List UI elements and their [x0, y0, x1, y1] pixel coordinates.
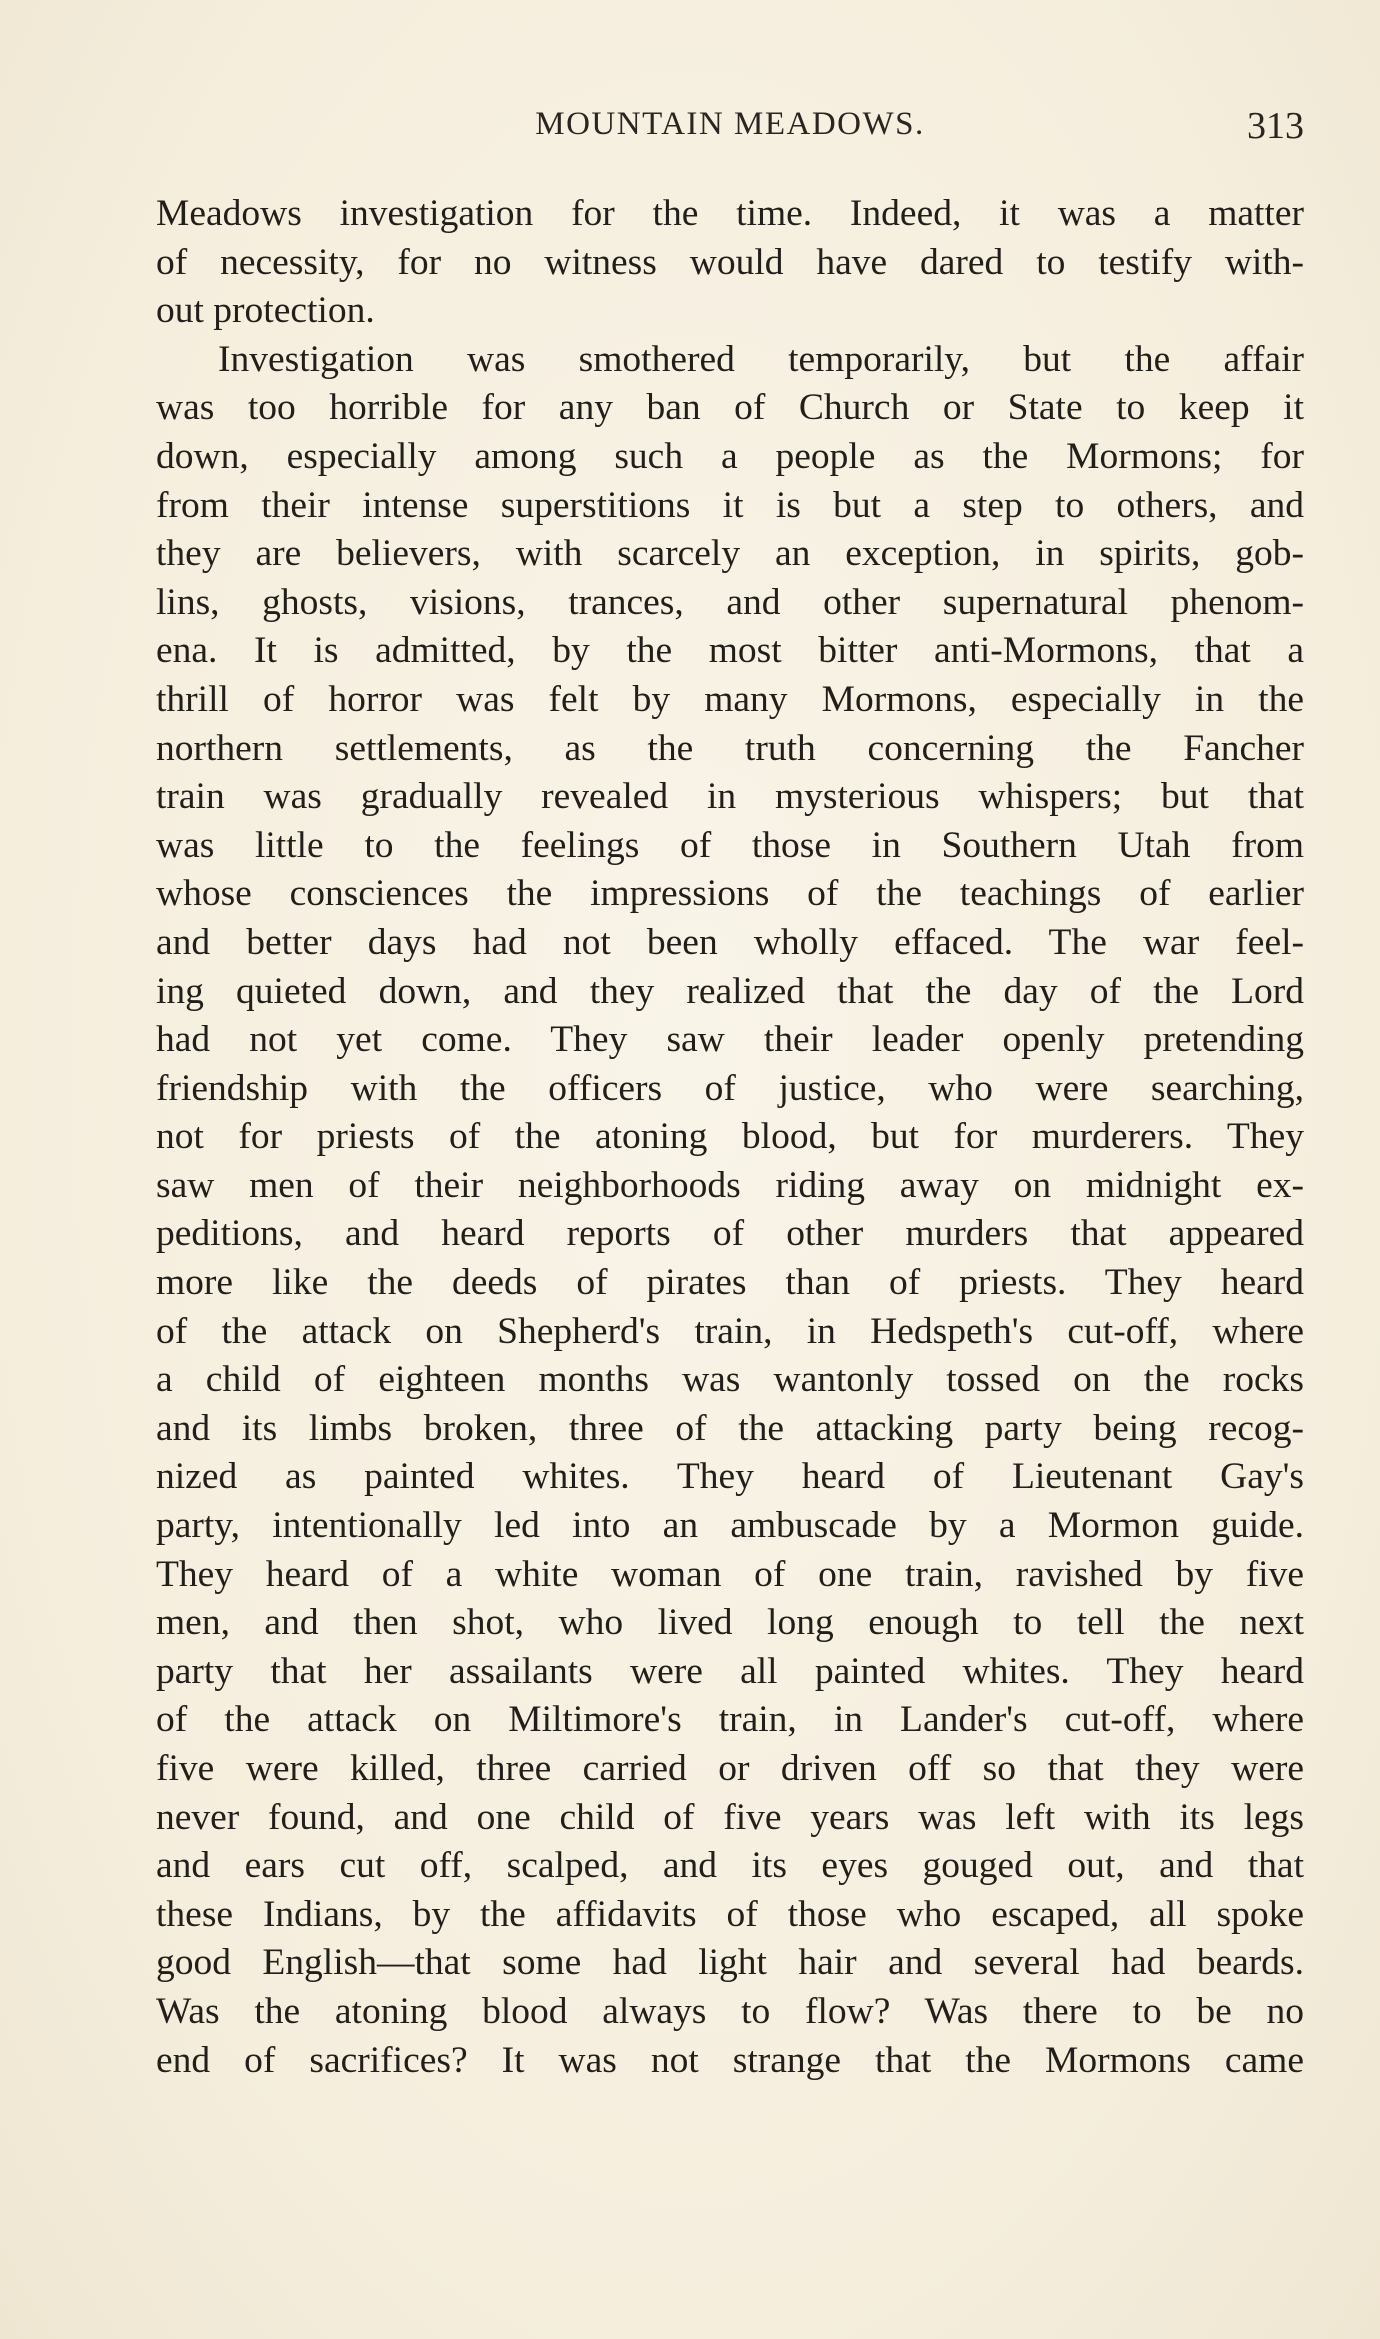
text-line: party, intentionally led into an ambuscade by a Mormon guide.	[156, 1505, 1304, 1547]
page-number: 313	[1247, 105, 1304, 147]
text-line: and ears cut off, scalped, and its eyes gouged out, and that	[156, 1845, 1304, 1887]
paragraph	[156, 336, 1304, 2085]
text-line: Investigation was smothered temporarily, but the affair	[218, 338, 1304, 380]
text-line: had not yet come. They saw their leader openly pretending	[156, 1019, 1304, 1061]
text-line: ing quieted down, and they realized that the day of the Lord	[156, 970, 1304, 1012]
text-line: whose consciences the impressions of the teachings of earlier	[156, 873, 1304, 915]
text-line: five were killed, three carried or driven off so that they were	[156, 1748, 1304, 1789]
text-line: these Indians, by the affidavits of those who escaped, all spoke	[156, 1893, 1304, 1935]
text-line: good English—that some had light hair and several had beards.	[156, 1942, 1304, 1984]
running-head	[156, 100, 1304, 160]
text-line: Meadows investigation for the time. Indeed, it was a matter	[156, 193, 1304, 234]
text-line: never found, and one child of five years was left with its legs	[156, 1796, 1304, 1838]
text-line: end of sacrifices? It was not strange that the Mormons came	[156, 2039, 1304, 2081]
text-line: lins, ghosts, visions, trances, and other supernatural phenom-	[156, 581, 1304, 623]
text-line: of the attack on Shepherd's train, in Hedspeth's cut-off, where	[156, 1310, 1304, 1352]
text-line: and its limbs broken, three of the attacking party being recog-	[156, 1407, 1304, 1449]
text-line: thrill of horror was felt by many Mormons, especially in the	[156, 678, 1304, 720]
text-line: more like the deeds of pirates than of priests. They heard	[156, 1262, 1304, 1304]
text-line: train was gradually revealed in mysterious whispers; but that	[156, 776, 1304, 818]
running-head-title: MOUNTAIN MEADOWS.	[535, 106, 925, 142]
text-line: men, and then shot, who lived long enough to tell the next	[156, 1602, 1304, 1644]
text-line: northern settlements, as the truth concerning the Fancher	[156, 727, 1304, 769]
text-line: nized as painted whites. They heard of Lieutenant Gay's	[156, 1456, 1304, 1498]
text-line: not for priests of the atoning blood, but for murderers. They	[156, 1116, 1304, 1158]
text-line: out protection.	[156, 290, 375, 332]
text-line: of necessity, for no witness would have dared to testify with-	[156, 241, 1304, 283]
text-line: was too horrible for any ban of Church or State to keep it	[156, 387, 1304, 429]
paragraph	[156, 190, 1304, 336]
text-line: They heard of a white woman of one train, ravished by five	[156, 1553, 1304, 1595]
text-line: ena. It is admitted, by the most bitter anti-Mormons, that a	[156, 630, 1304, 672]
text-line: was little to the feelings of those in Southern Utah from	[156, 824, 1304, 866]
text-line: and better days had not been wholly effaced. The war feel-	[156, 921, 1304, 963]
text-line: friendship with the officers of justice, who were searching,	[156, 1067, 1304, 1109]
text-line: down, especially among such a people as the Mormons; for	[156, 435, 1304, 477]
text-line: party that her assailants were all painted whites. They heard	[156, 1650, 1304, 1692]
text-line: from their intense superstitions it is but a step to others, and	[156, 484, 1304, 526]
text-line: saw men of their neighborhoods riding away on midnight ex-	[156, 1164, 1304, 1206]
text-line: of the attack on Miltimore's train, in Lander's cut-off, where	[156, 1699, 1304, 1741]
body-text	[156, 190, 1304, 2085]
text-line: Was the atoning blood always to flow? Was there to be no	[156, 1990, 1304, 2032]
text-line: a child of eighteen months was wantonly tossed on the rocks	[156, 1359, 1304, 1401]
text-line: they are believers, with scarcely an exception, in spirits, gob-	[156, 533, 1304, 575]
text-line: peditions, and heard reports of other murders that appeared	[156, 1213, 1304, 1255]
